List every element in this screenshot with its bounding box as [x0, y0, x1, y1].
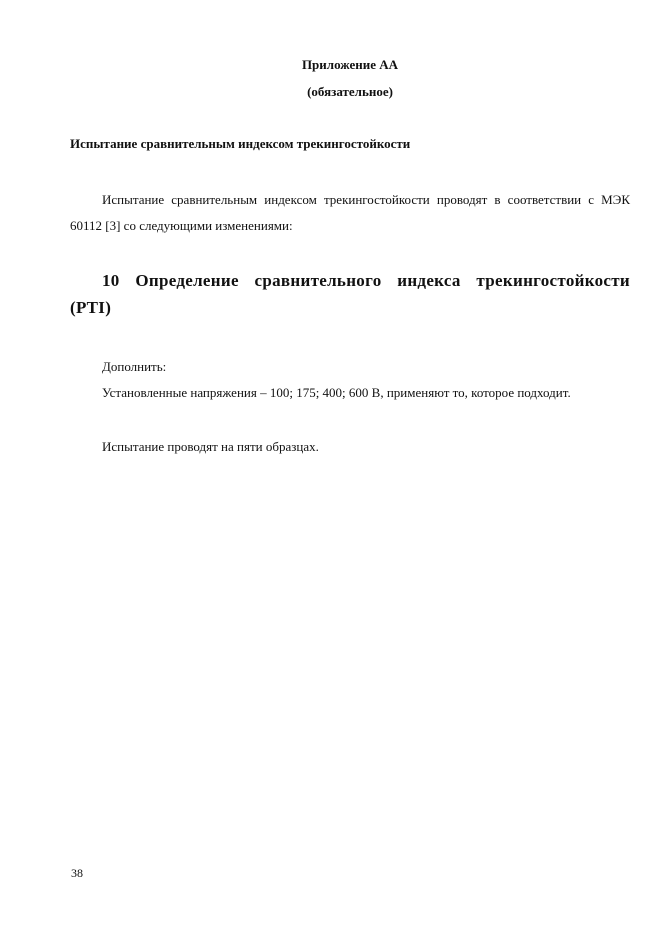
annex-title: Приложение АА: [301, 57, 399, 72]
samples-paragraph: Испытание проводят на пяти образцах.: [102, 439, 319, 454]
voltages-paragraph: Установленные напряжения – 100; 175; 400; 600 В, применяют то, которое подходит.: [102, 385, 571, 400]
annex-status: (обязательное): [307, 84, 393, 99]
intro-paragraph: Испытание сравнительным индексом трекингостойкости проводят в соответствии с МЭК 60112 [3] со следующими изменениями:: [70, 192, 630, 233]
page-number: 38: [71, 866, 83, 880]
add-paragraph: Дополнить:: [102, 359, 167, 374]
clause-heading: 10 Определение сравнительного индекса трекингостойкости (PTI): [70, 271, 630, 317]
section-heading: Испытание сравнительным индексом трекингостойкости: [70, 136, 411, 151]
